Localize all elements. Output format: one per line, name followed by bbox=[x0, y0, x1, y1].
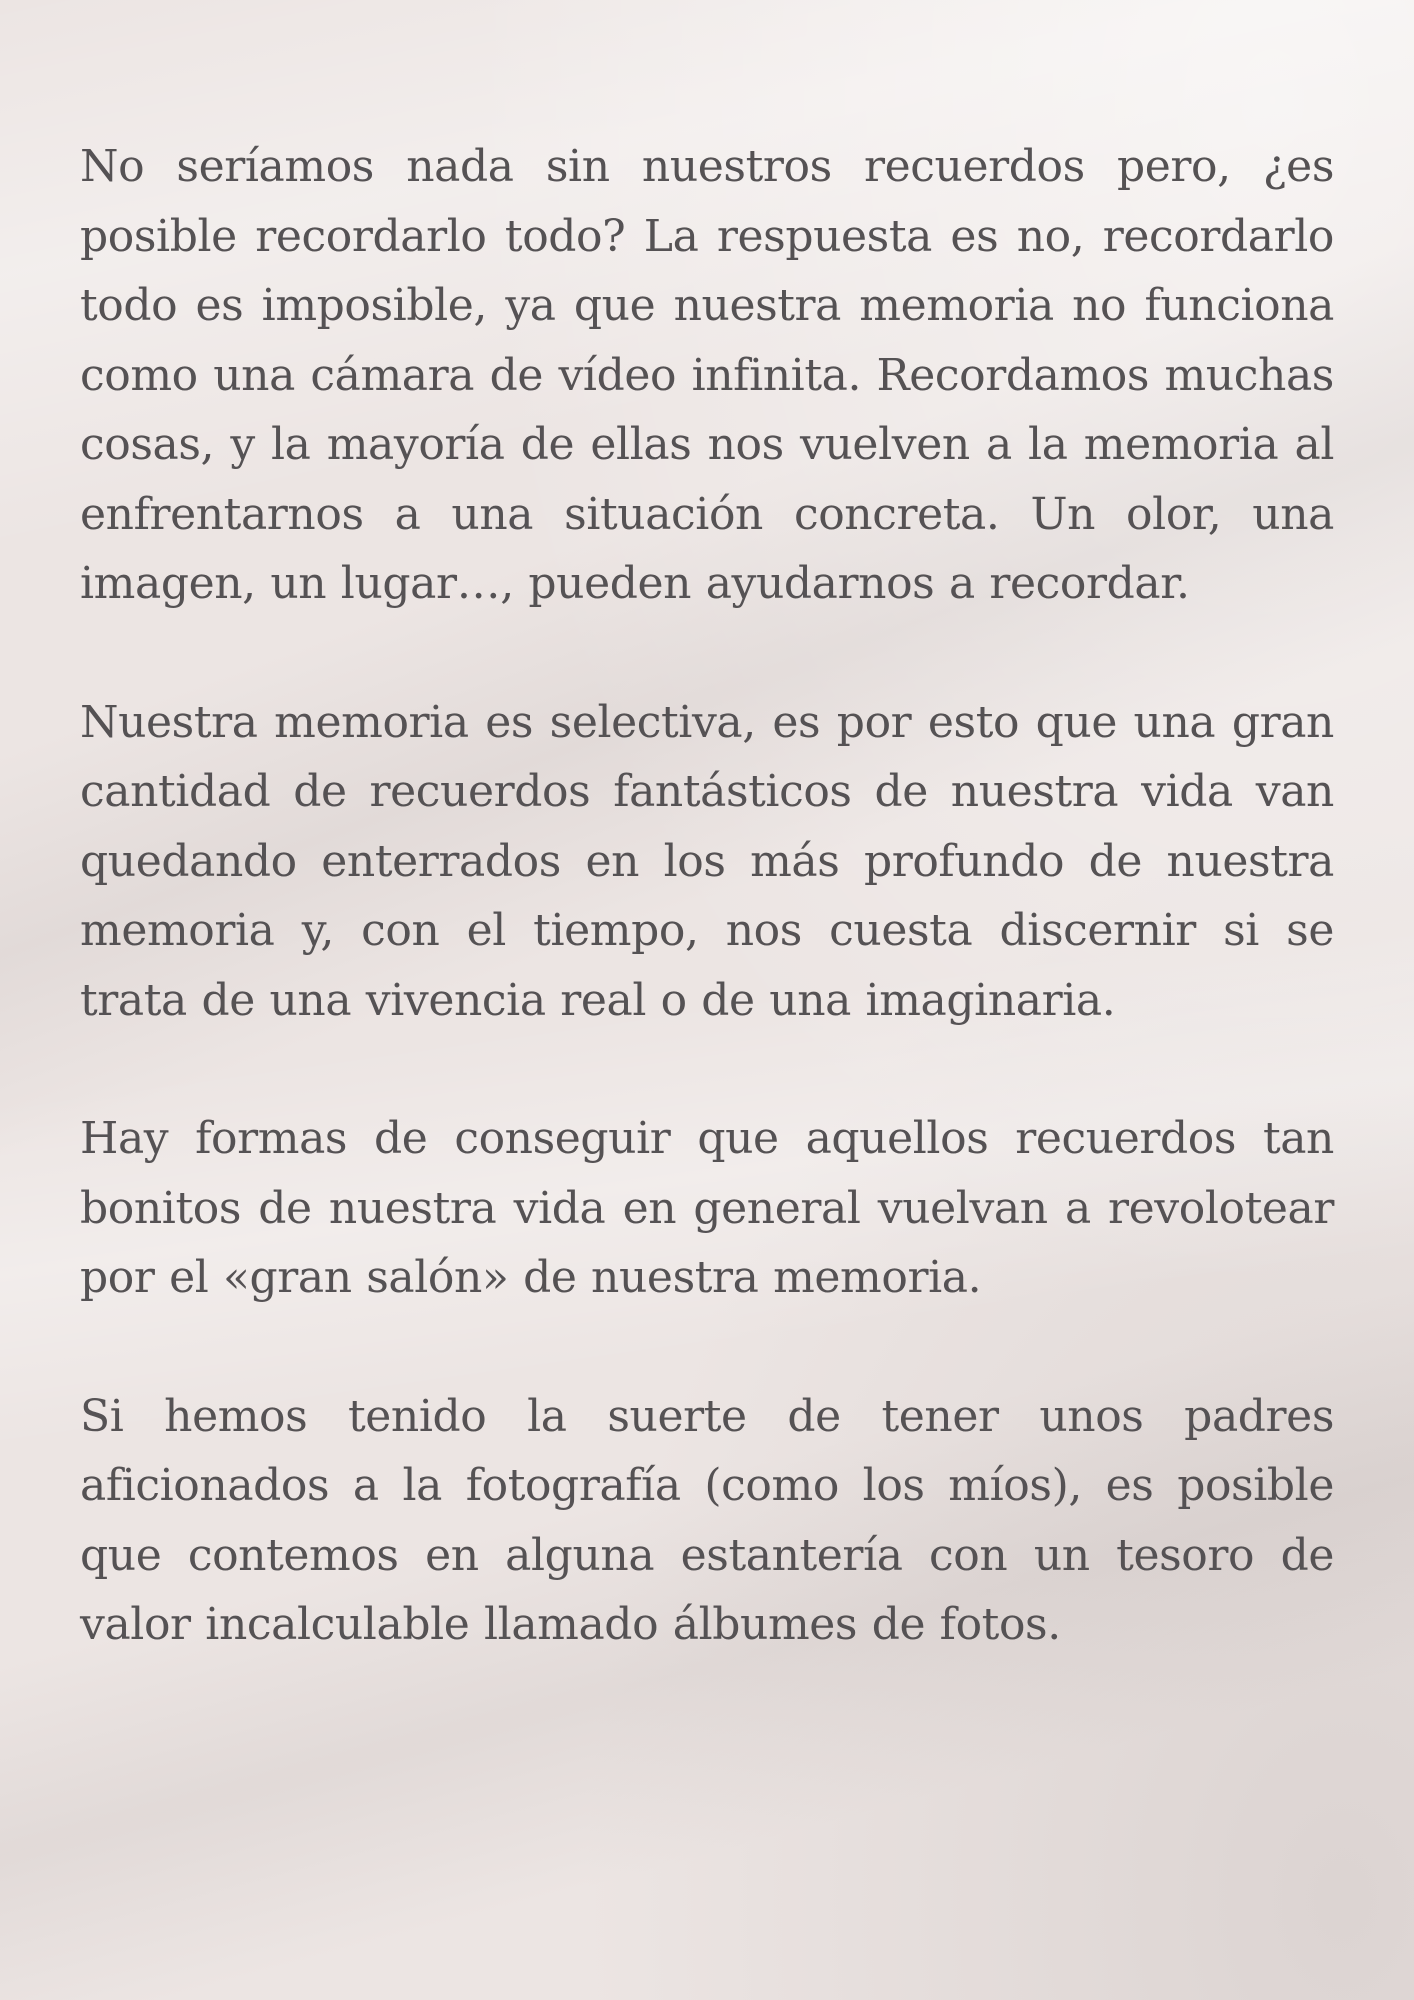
paragraph-1: No seríamos nada sin nuestros recuerdos pero, ¿es posible recordarlo todo? La respuesta es no, recordarlo todo es imposible, ya que nuestra memoria no funciona como una cámara de vídeo infinita. Recordamos muchas cosas, y la mayoría de ellas nos vuelven a la memoria al enfrentarnos a una situación concreta. Un olor, una imagen, un lugar…, pueden ayudarnos a recordar. bbox=[80, 141, 1334, 609]
document-page bbox=[80, 132, 1334, 1660]
paragraph-4: Si hemos tenido la suerte de tener unos padres aficionados a la fotografía (como los míos), es posible que contemos en alguna estantería con un tesoro de valor incalculable llamado álbumes de fotos. bbox=[80, 1390, 1334, 1650]
paragraph-2: Nuestra memoria es selectiva, es por esto que una gran cantidad de recuerdos fantásticos de nuestra vida van quedando enterrados en los más profundo de nuestra memoria y, con el tiempo, nos cuesta discernir si se trata de una vivencia real o de una imaginaria. bbox=[80, 696, 1334, 1026]
paragraph-3: Hay formas de conseguir que aquellos recuerdos tan bonitos de nuestra vida en general vuelvan a revolotear por el «gran salón» de nuestra memoria. bbox=[80, 1113, 1334, 1303]
